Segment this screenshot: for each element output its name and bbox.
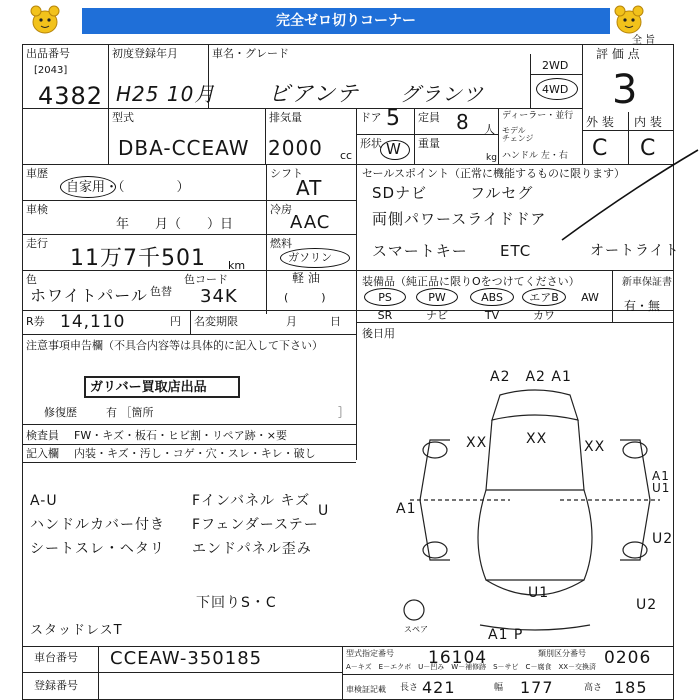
sales-points-title: セールスポイント（正常に機能するものに限ります） <box>362 167 626 180</box>
damage-mark-3: XX <box>584 439 606 455</box>
recycle-unit: 円 <box>170 315 181 328</box>
equip-ps: PS <box>378 291 392 304</box>
model-label: 型式 <box>112 111 134 124</box>
shape-value: W <box>386 140 402 158</box>
damage-mark-1: XX <box>466 435 488 451</box>
capacity-value: 8 <box>456 110 470 134</box>
height-label: 高さ <box>584 683 603 693</box>
sales-point-3: 両側パワースライドドア <box>372 210 547 228</box>
usage-label: 車歴 <box>26 167 48 180</box>
damage-mark-7: U1 <box>528 585 550 601</box>
equip-pw: PW <box>428 291 446 304</box>
first-reg-value: H25 10月 <box>116 82 216 106</box>
notes-title: 注意事項申告欄（不具合内容等は具体的に記入して下さい） <box>26 339 323 352</box>
car-name: ビアンテ <box>268 82 360 107</box>
doors-value: 5 <box>386 106 401 131</box>
capacity-unit: 人 <box>484 123 495 136</box>
damage-mark-4: A1 <box>396 501 417 517</box>
equip-navi: ナビ <box>426 309 448 322</box>
mascot-icon-left <box>28 2 62 36</box>
damage-mark-5: A1 U1 <box>652 469 671 495</box>
model-change-label: モデル チェンジ <box>502 126 534 143</box>
car-label: 車名・グレード <box>212 47 289 60</box>
shift-value: AT <box>296 176 323 200</box>
rear-seat-label: 後日用 <box>362 327 395 340</box>
color-label: 色 <box>26 273 37 286</box>
equip-tv: TV <box>484 309 500 322</box>
mileage-value: 11万7千501 <box>70 246 206 271</box>
sales-point-2: フルセグ <box>470 184 534 202</box>
fuel-gasoline: ガソリン <box>288 251 332 264</box>
stamp-text: ガリバー買取店出品 <box>90 380 207 395</box>
note-middle-2: Fフェンダーステー <box>192 517 319 533</box>
color-code: 34K <box>200 286 238 307</box>
fuel-label: 燃料 <box>270 237 292 250</box>
fuel-diesel: 軽 油 <box>292 271 320 285</box>
deadline-label: 名変期限 <box>194 315 238 328</box>
note-middle-3: エンドパネル歪み <box>192 541 312 557</box>
exterior-label: 外 装 <box>586 115 614 129</box>
mileage-label: 走行 <box>26 237 48 250</box>
note-left-1: A-U <box>30 493 58 509</box>
dealer-label: ディーラー・並行 <box>502 111 574 121</box>
record-options: 内装・キズ・汚し・コゲ・穴・スレ・キレ・破し <box>74 447 316 460</box>
equip-leather: カワ <box>533 309 555 322</box>
repair-label: 修復歴 <box>44 406 77 419</box>
class-label: 類別区分番号 <box>538 649 586 658</box>
note-under: 下回りS・C <box>196 595 277 611</box>
score-value: 3 <box>612 67 639 113</box>
usage-value: 自家用・（ ） <box>66 180 190 195</box>
equip-airbag: エアB <box>529 291 559 304</box>
warranty-label: 新車保証書 <box>622 277 672 288</box>
width-value: 177 <box>520 678 554 697</box>
warranty-value: 有・無 <box>624 299 661 313</box>
recycle-label: R券 <box>26 315 45 328</box>
length-label: 長さ <box>400 683 419 693</box>
equip-abs: ABS <box>481 291 503 304</box>
mascot-icon-right <box>612 2 646 36</box>
drive-4wd: 4WD <box>542 83 569 96</box>
drive-2wd: 2WD <box>542 59 569 72</box>
repair-end: ］ <box>338 406 349 419</box>
mileage-unit: km <box>228 259 246 272</box>
model-designation-label: 型式指定番号 <box>346 649 394 658</box>
sales-point-1: SDナビ <box>372 184 428 202</box>
note-bottom-left: スタッドレスT <box>30 623 123 638</box>
sales-point-5: ETC <box>500 242 532 260</box>
weight-unit: kg <box>486 153 497 163</box>
displacement-value: 2000 <box>268 136 323 160</box>
spare-label: スペア <box>404 625 428 634</box>
chassis-label: 車台番号 <box>34 651 78 664</box>
damage-mark-6: U2 <box>652 531 674 547</box>
record-label: 記入欄 <box>26 447 59 460</box>
aircon-value: AAC <box>290 212 331 233</box>
handle-label: ハンドル 左・右 <box>502 151 568 161</box>
interior-value: C <box>640 136 657 161</box>
cert-label: 車検証記載 <box>346 685 386 694</box>
weight-label: 重量 <box>418 137 440 150</box>
equip-sr: SR <box>377 309 393 322</box>
shape-label: 形状 <box>360 137 382 150</box>
class-value: 0206 <box>604 648 652 668</box>
damage-mark-2: XX <box>526 431 548 447</box>
color-value: ホワイトパール <box>30 286 148 305</box>
score-label: 評 価 点 <box>596 47 640 61</box>
capacity-label: 定員 <box>418 111 440 124</box>
aircon-label: 冷房 <box>270 203 292 216</box>
sales-point-4: スマートキー <box>372 242 468 260</box>
model-designation-value: 16104 <box>428 648 488 668</box>
note-left-2: ハンドルカバー付き <box>30 517 165 533</box>
lot-number: 4382 <box>38 82 104 110</box>
shift-label: シフト <box>270 167 303 180</box>
equip-aw: AW <box>581 291 599 304</box>
inspection-label: 車検 <box>26 203 48 216</box>
sales-point-6: オートライト <box>590 243 680 259</box>
lot-sub: [2043] <box>34 65 68 76</box>
diagram-top-marks: A2 A2 A1 <box>490 369 572 385</box>
checkers-options: FW・キズ・板石・ヒビ割・リペア跡・×要 <box>74 429 287 442</box>
chassis-value: CCEAW-350185 <box>110 648 263 669</box>
damage-mark-8: U2 <box>636 597 658 613</box>
equipment-title: 装備品（純正品に限りOをつけてください） <box>362 275 580 288</box>
first-reg-label: 初度登録年月 <box>112 47 178 60</box>
note-middle-mark: U <box>318 503 330 519</box>
recycle-value: 14,110 <box>60 312 126 332</box>
deadline-value: 月 日 <box>286 315 341 328</box>
displacement-label: 排気量 <box>269 111 302 124</box>
width-label: 幅 <box>494 683 504 693</box>
inspection-value: 年 月（ ）日 <box>116 217 234 232</box>
damage-legend: A－キズ E－エクボ U－凹み W－補修跡 S－サビ C－腐食 XX－交換済 <box>346 663 597 671</box>
lot-label: 出品番号 <box>26 47 70 60</box>
checkers-label: 検査員 <box>26 429 59 442</box>
height-value: 185 <box>614 678 648 697</box>
note-left-3: シートスレ・ヘタリ <box>30 541 165 557</box>
model-value: DBA-CCEAW <box>118 136 250 160</box>
note-middle-1: Fインバネル キズ <box>192 493 311 509</box>
repair-value: 有 ［箇所 <box>106 406 154 419</box>
registration-label: 登録番号 <box>34 679 78 692</box>
car-grade: グランツ <box>400 82 484 106</box>
color-code-label: 色コード <box>184 273 228 286</box>
damage-mark-9: A1 P <box>488 627 524 643</box>
doors-label: ドア <box>360 111 382 124</box>
length-value: 421 <box>422 678 456 697</box>
header-title: 完全ゼロ切りコーナー <box>82 8 610 34</box>
displacement-unit: cc <box>340 149 353 162</box>
color-change-label: 色替 <box>150 285 172 298</box>
strike-stroke <box>560 136 700 250</box>
top-right-mark: 全 旨 <box>632 35 656 46</box>
exterior-value: C <box>592 136 609 161</box>
interior-label: 内 装 <box>634 115 662 129</box>
fuel-blank: ( ) <box>284 291 326 304</box>
